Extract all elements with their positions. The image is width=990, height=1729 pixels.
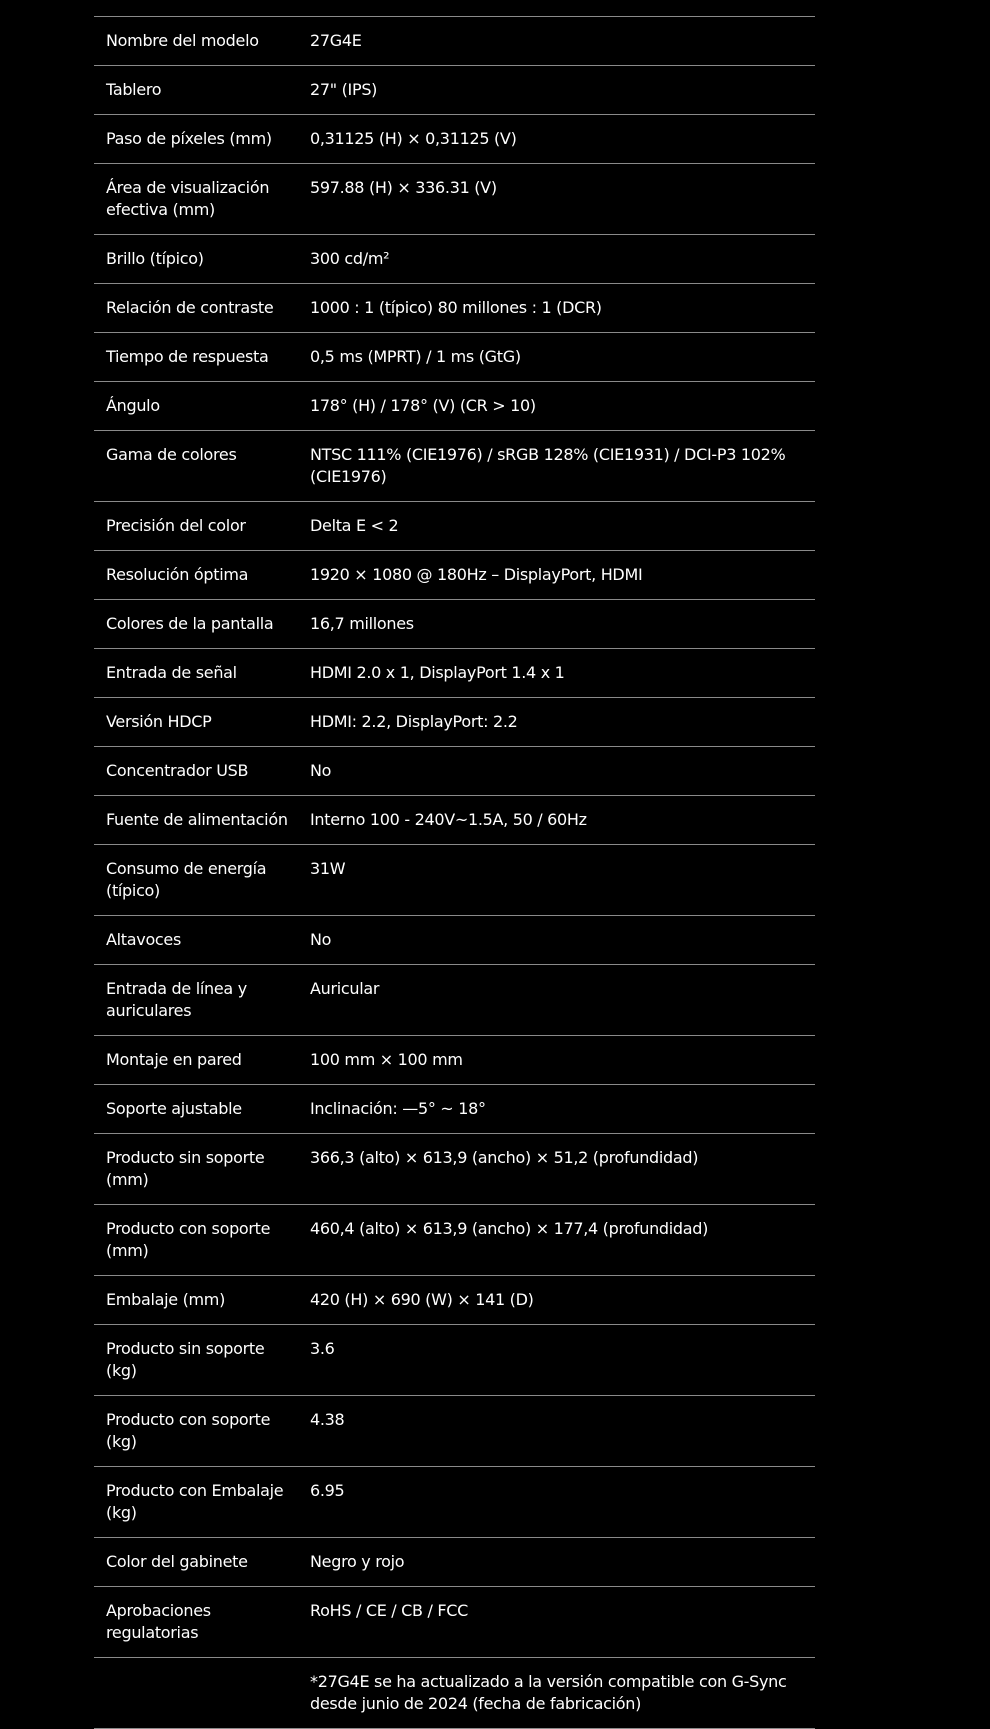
spec-row-product-with-packaging-kg bbox=[94, 1467, 815, 1538]
spec-value: 366,3 (alto) × 613,9 (ancho) × 51,2 (profundidad) bbox=[310, 1148, 699, 1167]
spec-row-contrast bbox=[94, 284, 815, 333]
spec-label: Producto con soporte (kg) bbox=[106, 1410, 271, 1451]
spec-value: 178° (H) / 178° (V) (CR > 10) bbox=[310, 396, 536, 415]
spec-label: Concentrador USB bbox=[106, 761, 249, 780]
spec-label: Color del gabinete bbox=[106, 1552, 248, 1571]
spec-value: HDMI 2.0 x 1, DisplayPort 1.4 x 1 bbox=[310, 663, 565, 682]
spec-value: 100 mm × 100 mm bbox=[310, 1050, 463, 1069]
spec-value: 0,31125 (H) × 0,31125 (V) bbox=[310, 129, 517, 148]
spec-value: Interno 100 - 240V~1.5A, 50 / 60Hz bbox=[310, 810, 587, 829]
spec-value: 3.6 bbox=[310, 1339, 335, 1358]
spec-label: Altavoces bbox=[106, 930, 182, 949]
spec-label: Relación de contraste bbox=[106, 298, 274, 317]
spec-label: Nombre del modelo bbox=[106, 31, 259, 50]
spec-value: 27" (IPS) bbox=[310, 80, 378, 99]
spec-value: 6.95 bbox=[310, 1481, 345, 1500]
spec-row-resolution bbox=[94, 551, 815, 600]
spec-row-speakers bbox=[94, 916, 815, 965]
spec-value: 420 (H) × 690 (W) × 141 (D) bbox=[310, 1290, 534, 1309]
spec-value: Negro y rojo bbox=[310, 1552, 405, 1571]
spec-row-gsync-note bbox=[94, 1658, 815, 1729]
spec-row-line-in-headphones bbox=[94, 965, 815, 1036]
spec-value: No bbox=[310, 930, 332, 949]
spec-label: Tiempo de respuesta bbox=[106, 347, 269, 366]
spec-label: Área de visualización efectiva (mm) bbox=[106, 178, 270, 219]
spec-row-product-with-stand-mm bbox=[94, 1205, 815, 1276]
spec-row-brightness bbox=[94, 235, 815, 284]
spec-row-response-time bbox=[94, 333, 815, 382]
spec-row-pixel-pitch bbox=[94, 115, 815, 164]
spec-row-regulatory-approvals bbox=[94, 1587, 815, 1658]
spec-label: Entrada de señal bbox=[106, 663, 237, 682]
spec-label: Entrada de línea y auriculares bbox=[106, 979, 247, 1020]
spec-row-color-gamut bbox=[94, 431, 815, 502]
spec-label: Soporte ajustable bbox=[106, 1099, 242, 1118]
spec-row-hdcp bbox=[94, 698, 815, 747]
spec-value: 300 cd/m² bbox=[310, 249, 390, 268]
spec-row-adjustable-stand bbox=[94, 1085, 815, 1134]
spec-label: Paso de píxeles (mm) bbox=[106, 129, 272, 148]
spec-value: Delta E < 2 bbox=[310, 516, 399, 535]
spec-label: Producto sin soporte (kg) bbox=[106, 1339, 265, 1380]
spec-row-display-colors bbox=[94, 600, 815, 649]
spec-row-packaging-mm bbox=[94, 1276, 815, 1325]
spec-row-product-without-stand-kg bbox=[94, 1325, 815, 1396]
spec-label: Consumo de energía (típico) bbox=[106, 859, 267, 900]
spec-value: 1920 × 1080 @ 180Hz – DisplayPort, HDMI bbox=[310, 565, 643, 584]
spec-row-wall-mount bbox=[94, 1036, 815, 1085]
spec-row-usb-hub bbox=[94, 747, 815, 796]
spec-row-signal-input bbox=[94, 649, 815, 698]
spec-row-color-accuracy bbox=[94, 502, 815, 551]
spec-value: 4.38 bbox=[310, 1410, 345, 1429]
spec-value: 1000 : 1 (típico) 80 millones : 1 (DCR) bbox=[310, 298, 602, 317]
spec-value: 31W bbox=[310, 859, 346, 878]
spec-row-power-consumption bbox=[94, 845, 815, 916]
spec-value: HDMI: 2.2, DisplayPort: 2.2 bbox=[310, 712, 518, 731]
spec-label: Tablero bbox=[106, 80, 162, 99]
spec-row-panel bbox=[94, 66, 815, 115]
spec-label: Aprobaciones regulatorias bbox=[106, 1601, 211, 1642]
spec-label: Gama de colores bbox=[106, 445, 237, 464]
spec-row-power-supply bbox=[94, 796, 815, 845]
spec-row-viewing-area bbox=[94, 164, 815, 235]
spec-label: Embalaje (mm) bbox=[106, 1290, 226, 1309]
spec-label: Brillo (típico) bbox=[106, 249, 204, 268]
spec-label: Versión HDCP bbox=[106, 712, 212, 731]
spec-value: 460,4 (alto) × 613,9 (ancho) × 177,4 (profundidad) bbox=[310, 1219, 709, 1238]
spec-value: 0,5 ms (MPRT) / 1 ms (GtG) bbox=[310, 347, 521, 366]
spec-value: No bbox=[310, 761, 332, 780]
spec-label: Producto con soporte (mm) bbox=[106, 1219, 271, 1260]
spec-label: Producto sin soporte (mm) bbox=[106, 1148, 265, 1189]
spec-value: RoHS / CE / CB / FCC bbox=[310, 1601, 469, 1620]
spec-label: Precisión del color bbox=[106, 516, 246, 535]
spec-label: Ángulo bbox=[106, 396, 160, 415]
spec-row-product-without-stand-mm bbox=[94, 1134, 815, 1205]
spec-value: 27G4E bbox=[310, 31, 362, 50]
gsync-footnote: *27G4E se ha actualizado a la versión compatible con G-Sync desde junio de 2024 (fecha de fabricación) bbox=[310, 1672, 787, 1713]
spec-value: Auricular bbox=[310, 979, 380, 998]
spec-value: 16,7 millones bbox=[310, 614, 414, 633]
spec-row-product-with-stand-kg bbox=[94, 1396, 815, 1467]
spec-value: Inclinación: —5° ~ 18° bbox=[310, 1099, 486, 1118]
spec-table bbox=[94, 16, 815, 1729]
spec-label: Fuente de alimentación bbox=[106, 810, 288, 829]
spec-label: Colores de la pantalla bbox=[106, 614, 274, 633]
spec-row-viewing-angle bbox=[94, 382, 815, 431]
spec-row-cabinet-color bbox=[94, 1538, 815, 1587]
spec-row-model-name bbox=[94, 17, 815, 66]
spec-value: 597.88 (H) × 336.31 (V) bbox=[310, 178, 497, 197]
spec-value: NTSC 111% (CIE1976) / sRGB 128% (CIE1931) / DCI-P3 102% (CIE1976) bbox=[310, 445, 786, 486]
spec-label: Montaje en pared bbox=[106, 1050, 242, 1069]
spec-label: Producto con Embalaje (kg) bbox=[106, 1481, 284, 1522]
spec-label: Resolución óptima bbox=[106, 565, 249, 584]
